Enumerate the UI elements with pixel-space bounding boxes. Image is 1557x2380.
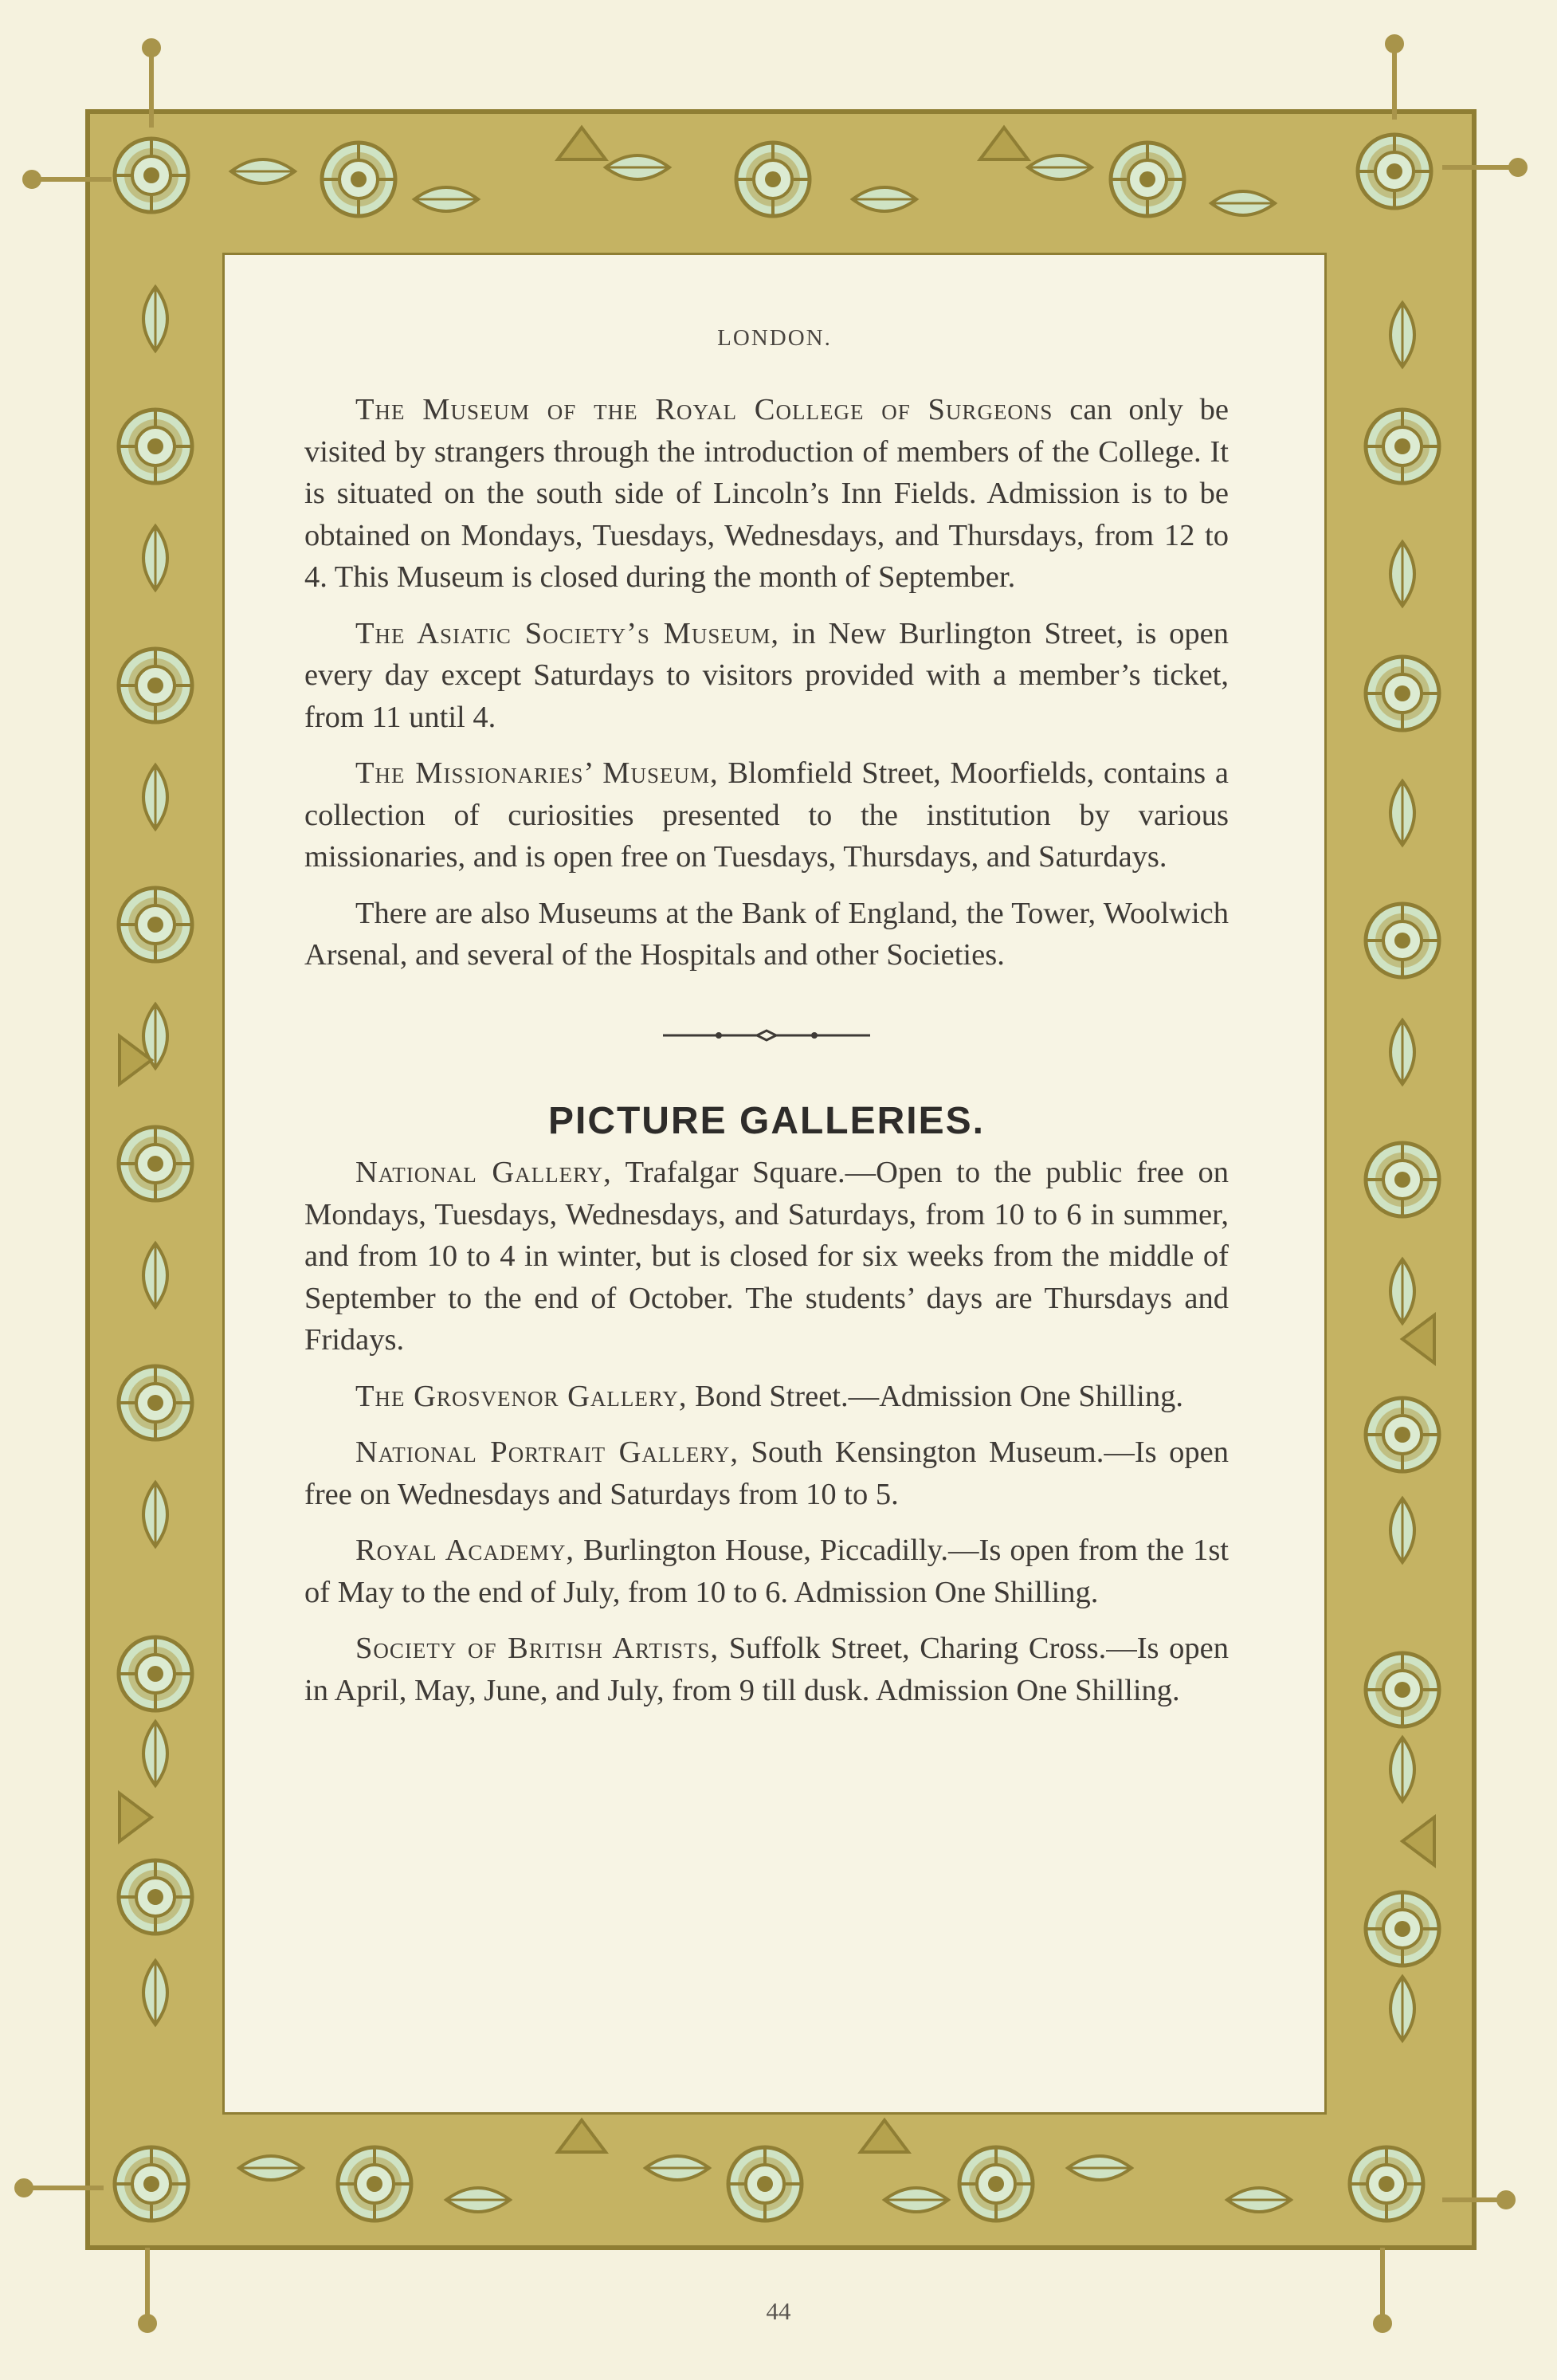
paragraph-body: Trafalgar Square.—Open to the public free on Mondays, Tuesdays, Wednesdays, and Saturdays, from 10 to 6 in summer, and from 10 to 4 in winter, but is closed for six weeks from the middle of September to the end of October. The students’ days are Thursdays and Fridays. (304, 1156, 1229, 1357)
page-number: 44 (766, 2297, 791, 2325)
paragraph-lead: Society of British Artists, (355, 1632, 720, 1665)
paragraph-other-museums (304, 893, 1229, 976)
paragraph-body: Blomfield Street, Moorfields, contains a collection of curiosities presented to the institution by various missionaries, and is open free on Tuesdays, Thursdays, and Saturdays. (304, 756, 1229, 874)
paragraph-body: There are also Museums at the Bank of England, the Tower, Woolwich Arsenal, and several of the Hospitals and other Societies. (304, 896, 1229, 972)
paragraph-british-artists (304, 1628, 1229, 1711)
page-content (304, 389, 1229, 1726)
paragraph-body: Suffolk Street, Charing Cross.—Is open in April, May, June, and July, from 9 till dusk. Admission One Shilling. (304, 1632, 1229, 1707)
paragraph-lead: Royal Academy, (355, 1534, 575, 1567)
paragraph-lead: National Gallery, (355, 1156, 612, 1189)
paragraph-body: can only be visited by strangers through the introduction of members of the College. It is situated on the south side of Lincoln’s Inn Fields. Admission is to be obtained on Mondays, Tuesdays, Wednesdays, and Thursdays, from 12 to 4. This Museum is closed during the month of September. (304, 393, 1229, 594)
paragraph-grosvenor-gallery (304, 1376, 1229, 1418)
text-panel (225, 255, 1324, 2112)
paragraph-portrait-gallery (304, 1432, 1229, 1515)
paragraph-body: Burlington House, Piccadilly.—Is open from the 1st of May to the end of July, from 10 to 6. Admission One Shilling. (304, 1534, 1230, 1609)
paragraph-royal-academy (304, 1530, 1229, 1613)
paragraph-lead: The Missionaries’ Museum, (355, 756, 719, 790)
paragraph-body: Bond Street.—Admission One Shilling. (687, 1379, 1183, 1413)
paragraph-missionaries-museum (304, 752, 1229, 878)
paragraph-lead: National Portrait Gallery, (355, 1435, 739, 1469)
section-heading: PICTURE GALLERIES. (547, 1099, 986, 1142)
ornament-divider-icon (663, 1027, 870, 1043)
paragraph-lead: The Museum of the Royal College of Surgeons (355, 393, 1053, 426)
paragraph-body: South Kensington Museum.—Is open free on Wednesdays and Saturdays from 10 to 5. (304, 1435, 1229, 1511)
paragraph-lead: The Grosvenor Gallery, (355, 1379, 688, 1413)
paragraph-asiatic-museum (304, 613, 1229, 739)
paragraph-national-gallery (304, 1152, 1229, 1361)
running-head: LONDON. (717, 325, 832, 351)
paragraph-lead: The Asiatic Society’s Museum, (355, 616, 780, 650)
paragraph-body: in New Burlington Street, is open every day except Saturdays to visitors provided with a member’s ticket, from 11 until 4. (304, 616, 1229, 734)
paragraph-surgeons-museum (304, 389, 1229, 599)
